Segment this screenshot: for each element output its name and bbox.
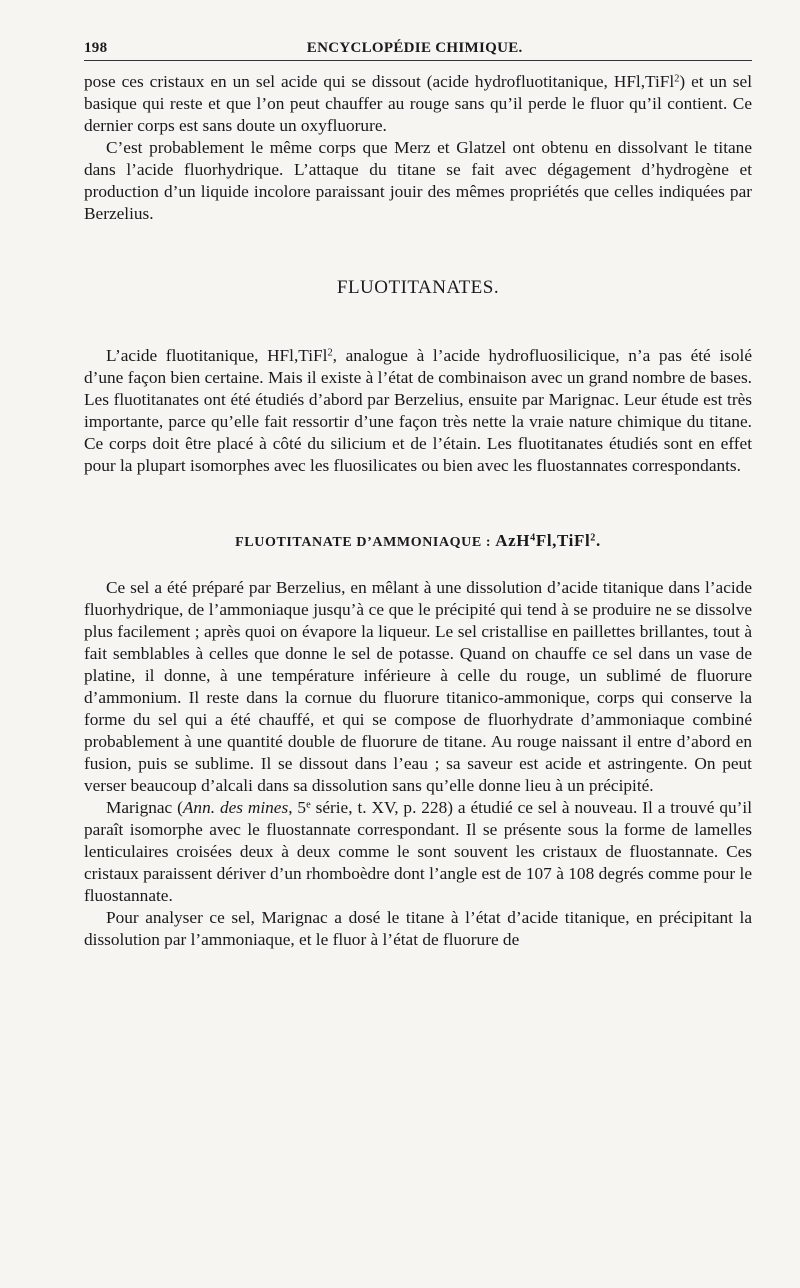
citation-journal: Ann. des mines bbox=[182, 798, 289, 817]
page bbox=[84, 40, 752, 951]
intro-p1-text-b: ) et un sel basique qui reste et que l’on peut chauffer au rouge sans qu’il perde le fluor qu’il contient. Ce dernier corps est sans doute un oxyfluorure. bbox=[84, 72, 752, 135]
subsection-paragraph-1: Ce sel a été préparé par Berzelius, en mêlant à une dissolution d’acide titanique dans l’acide fluorhydrique, de l’ammoniaque jusqu’à ce que le précipité qui tend à se produire ne se dissolve plus facilement ; après quoi on évapore la liqueur. Le sel cristallise en paillettes brillantes, tout à fait semblables à celles que donne le sel de potasse. Quand on chauffe ce sel dans un vase de platine, il donne, à une température inférieure à celle du rouge, un sublimé de fluorure d’ammonium. Il reste dans la cornue du fluorure titanico-ammonique, corps qui conserve la forme du sel qui a été chauffé, et qui se compose de fluorhydrate d’ammoniaque combiné probablement à une quantité double de fluorure de titane. Au rouge naissant il entre d’abord en fusion, puis se sublime. Il se dissout dans l’eau ; sa saveur est acide et astringente. On peut verser beaucoup d’alcali dans sa dissolution sans qu’elle donne lieu à un précipité. bbox=[84, 578, 752, 795]
section-gap-bottom bbox=[84, 299, 752, 345]
intro-p1-text-a: pose ces cristaux en un sel acide qui se dissout (acide hydrofluotitanique, HFl,TiFl bbox=[84, 72, 675, 91]
subsection-paragraph-3: Pour analyser ce sel, Marignac a dosé le titane à l’état d’acide titanique, en précipitant la dissolution par l’ammoniaque, et le fluor à l’état de fluorure de bbox=[84, 908, 752, 949]
page-number: 198 bbox=[84, 40, 108, 56]
section-paragraph-1 bbox=[84, 345, 752, 477]
subsection-title-caps: FLUOTITANATE D’AMMONIAQUE : bbox=[235, 535, 492, 550]
subsection-p2-text-c: série, t. XV, p. 228) a étudié ce sel à nouveau. Il a trouvé qu’il paraît isomorphe avec le fluostannate correspondant. Il se présente sous la forme de lamelles lenticulaires croisées deux à deux comme le sont souvent les cristaux de fluostannate. Ces cristaux paraissent dériver d’un rhomboèdre dont l’angle est de 107 à 108 degrés comme pour le fluostannate. bbox=[84, 798, 752, 905]
formula-end: . bbox=[595, 531, 601, 550]
subsection-gap-bottom bbox=[84, 551, 752, 577]
formula-sup-1: 4 bbox=[530, 532, 536, 544]
running-title: ENCYCLOPÉDIE CHIMIQUE. bbox=[306, 40, 523, 56]
subsection-p2-text-a: Marignac ( bbox=[106, 798, 183, 817]
subsection-formula bbox=[495, 531, 601, 550]
section-p1-text-b: , analogue à l’acide hydrofluosilicique, n’a pas été isolé d’une façon bien certaine. Mais il existe à l’état de combinaison avec un grand nombre de bases. Les fluotitanates ont été étudiés d’abord par Berzelius, ensuite par Marignac. Leur étude est très importante, parce qu’elle fait ressortir d’une façon très nette la vraie nature chimique du titane. Ce corps doit être placé à côté du silicium et de l’étain. Les fluotitanates étudiés sont en effet pour la plupart isomorphes avec les fluosilicates ou bien avec les fluostannates correspondants. bbox=[84, 346, 752, 475]
formula-part-b: Fl,TiFl bbox=[535, 531, 591, 550]
intro-p1-superscript: 2 bbox=[674, 73, 680, 85]
section-title: FLUOTITANATES. bbox=[336, 277, 500, 298]
subsection-p2-superscript: e bbox=[306, 799, 311, 811]
section-p1-superscript: 2 bbox=[327, 347, 333, 359]
intro-paragraph-2: C’est probablement le même corps que Merz et Glatzel ont obtenu en dissolvant le titane dans l’acide fluorhydrique. L’attaque du titane se fait avec dégagement d’hydrogène et production d’un liquide incolore paraissant jouir des mêmes propriétés que celles indiquées par Berzelius. bbox=[84, 138, 752, 223]
subsection-title bbox=[84, 531, 752, 551]
formula-sup-2: 2 bbox=[590, 532, 596, 544]
subsection-paragraph-2 bbox=[84, 797, 752, 907]
intro-paragraph-1 bbox=[84, 71, 752, 137]
formula-part-a: AzH bbox=[495, 531, 531, 550]
subsection-gap-top bbox=[84, 477, 752, 531]
running-header bbox=[84, 40, 752, 61]
subsection-p2-text-b: , 5 bbox=[288, 798, 307, 817]
section-p1-text-a: L’acide fluotitanique, HFl,TiFl bbox=[106, 346, 328, 365]
section-gap-top bbox=[84, 225, 752, 277]
